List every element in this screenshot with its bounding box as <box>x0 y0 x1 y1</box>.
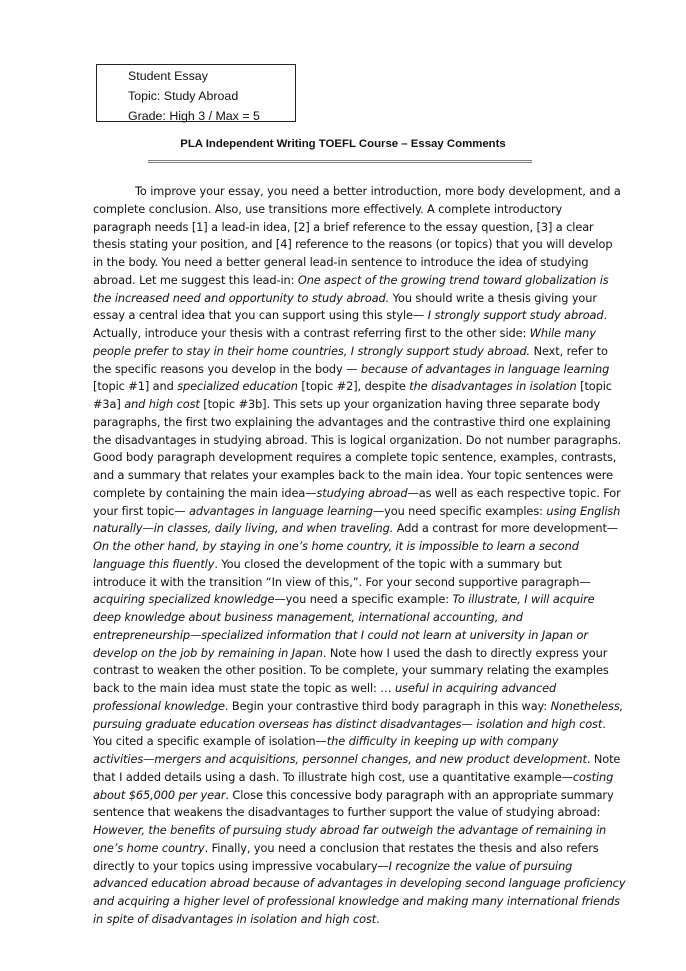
comment-text: paragraph needs [1] a lead-in idea, [2] a brief reference to the essay question, [3] a clear <box>93 219 594 234</box>
comment-text: complete by containing the main idea— <box>93 485 317 500</box>
comment-text: . <box>376 911 380 926</box>
text-line <box>93 574 638 592</box>
italic-example-text: professional knowledge <box>93 698 225 713</box>
topic-label: Topic: Study Abroad <box>128 89 239 103</box>
italic-example-text: advanced education abroad because of advantages in developing second language proficiency <box>93 876 626 891</box>
italic-example-text: in spite of disadvantages in isolation and high cost <box>93 911 377 926</box>
text-line <box>93 449 638 467</box>
text-line <box>93 219 638 237</box>
italic-example-text: people prefer to stay in their home countries, I strongly support study abroad. <box>93 343 531 358</box>
comment-text: . Close this concessive body paragraph with an appropriate summary <box>225 787 614 802</box>
comment-text: —as well as each respective topic. For <box>407 485 621 500</box>
italic-example-text: about $65,000 per year <box>93 787 226 802</box>
text-line <box>93 804 638 822</box>
title-divider <box>148 160 532 163</box>
text-line <box>93 485 638 503</box>
italic-example-text: deep knowledge about business management, international accounting, and <box>93 610 523 624</box>
page-title: PLA Independent Writing TOEFL Course – Essay Comments <box>180 138 506 150</box>
essay-comment-body <box>93 183 638 929</box>
text-line <box>93 627 638 645</box>
italic-example-text: However, the benefits of pursuing study abroad far outweigh the advantage of remaining in <box>93 823 607 837</box>
italic-example-text: naturally—in classes, daily living, and when traveling. <box>93 521 394 536</box>
italic-example-text: To illustrate, I will acquire <box>452 592 595 607</box>
text-line <box>93 201 638 219</box>
text-line <box>93 503 638 521</box>
text-line <box>93 875 638 893</box>
comment-text: your first topic— <box>93 503 190 518</box>
comment-text: [topic #3b]. This sets up your organization having three separate body <box>199 397 601 411</box>
italic-example-text: entrepreneurship—specialized information that I could not learn at university in Japan or <box>93 627 588 642</box>
italic-example-text: specialized education <box>177 379 298 394</box>
comment-text: . Finally, you need a conclusion that restates the thesis and also refers <box>204 840 599 855</box>
comment-text: introduce it with the transition “In view of this,”. For your second supportive paragraph— <box>93 574 591 589</box>
comment-text: . Begin your contrastive third body paragraph in this way: <box>224 698 551 713</box>
italic-example-text: I recognize the value of pursuing <box>388 858 573 873</box>
comment-text: . Note <box>586 752 621 766</box>
text-line <box>93 254 638 272</box>
italic-example-text: acquiring specialized knowledge <box>93 592 275 607</box>
text-line <box>93 698 638 716</box>
italic-example-text: activities—mergers and acquisitions, personnel changes, and new product development <box>93 752 587 766</box>
text-line <box>93 183 638 201</box>
text-line <box>93 361 638 379</box>
italic-example-text: using English <box>546 503 621 518</box>
text-line <box>93 751 638 769</box>
comment-text: complete conclusion. Also, use transitions more effectively. A complete introductory <box>93 201 563 216</box>
comment-text: Actually, introduce your thesis with a contrast referring first to the other side: <box>93 326 530 340</box>
comment-text: . <box>603 308 608 323</box>
comment-text: essay a central idea that you can support using this style— <box>93 308 428 323</box>
text-line <box>93 733 638 751</box>
comment-text: the disadvantages in studying abroad. This is logical organization. Do not number paragraphs. <box>93 432 622 447</box>
text-line <box>93 840 638 858</box>
italic-example-text: and acquiring a higher level of professional knowledge and making many international friends <box>93 894 620 908</box>
italic-example-text: pursuing graduate education overseas has distinct disadvantages— isolation and high cost <box>93 716 603 731</box>
comment-text: —you need a specific example: <box>274 592 453 607</box>
italic-example-text: the difficulty in keeping up with company <box>326 734 559 749</box>
italic-example-text: the increased need and opportunity to study abroad. <box>93 290 390 305</box>
comment-text: [topic #1] and <box>93 379 178 394</box>
text-line <box>93 307 638 325</box>
text-line <box>93 716 638 734</box>
italic-example-text: costing <box>572 769 614 784</box>
text-line <box>93 467 638 485</box>
text-line <box>93 911 638 929</box>
comment-text: You cited a specific example of isolation— <box>93 734 327 749</box>
italic-example-text: While many <box>529 326 596 340</box>
comment-text: Next, refer to <box>530 343 608 358</box>
comment-text: sentence that weakens the disadvantages to further support the value of studying abroad: <box>93 805 601 820</box>
comment-text: #3a] <box>93 397 125 411</box>
comment-text: —you need specific examples: <box>372 503 547 518</box>
comment-text: and a summary that relates your examples back to the main idea. Your topic sentences were <box>93 468 613 482</box>
text-line <box>93 378 638 396</box>
comment-text: back to the main idea must state the topic as well: … <box>93 681 395 695</box>
comment-text: directly to your topics using impressive vocabulary— <box>93 858 389 873</box>
comment-text: the specific reasons you develop in the body — <box>93 361 361 376</box>
comment-text: paragraphs, the first two explaining the advantages and the contrastive third one explaining <box>93 414 611 429</box>
text-line <box>93 556 638 574</box>
comment-text: thesis stating your position, and [4] reference to the reasons (or topics) that you will develop <box>93 237 613 252</box>
comment-text: . Note how I used the dash to directly express your <box>322 645 608 660</box>
text-line <box>93 680 638 698</box>
italic-example-text: I strongly support study abroad <box>427 308 604 323</box>
italic-example-text: develop on the job by remaining in Japan <box>93 645 323 660</box>
text-line <box>93 662 638 680</box>
text-line <box>93 769 638 787</box>
text-line <box>93 290 638 308</box>
comment-text: Good body paragraph development requires a complete topic sentence, examples, contrasts, <box>93 450 617 465</box>
comment-text: contrast to weaken the other position. To be complete, your summary relating the examples <box>93 663 609 678</box>
comment-text: To improve your essay, you need a better introduction, more body development, and a <box>135 184 621 198</box>
comment-text: that I added details using a dash. To illustrate high cost, use a quantitative example— <box>93 769 573 784</box>
comment-text: Add a contrast for more development— <box>393 521 619 536</box>
italic-example-text: Nonetheless, <box>550 698 624 713</box>
text-line <box>93 609 638 627</box>
text-line <box>93 432 638 450</box>
comment-text: abroad. Let me suggest this lead-in: <box>93 272 298 287</box>
comment-text: [topic #2], despite <box>297 379 410 394</box>
text-line <box>93 236 638 254</box>
essay-info-box <box>96 64 296 122</box>
text-line <box>93 396 638 414</box>
italic-example-text: one’s home country <box>93 840 205 855</box>
text-line <box>93 520 638 538</box>
italic-example-text: advantages in language learning <box>189 503 373 518</box>
text-line <box>93 858 638 876</box>
italic-example-text: language this fluently <box>93 556 215 571</box>
italic-example-text: because of advantages in language learning <box>360 361 610 376</box>
comment-text: [topic <box>576 379 612 394</box>
text-line <box>93 787 638 805</box>
text-line <box>93 414 638 432</box>
comment-text: . <box>602 716 606 731</box>
comment-text: You should write a thesis giving your <box>389 290 597 305</box>
text-line <box>93 272 638 290</box>
text-line <box>93 893 638 911</box>
italic-example-text: the disadvantages in isolation <box>409 379 577 394</box>
student-essay-label: Student Essay <box>128 69 208 83</box>
comment-text: in the body. You need a better general lead-in sentence to introduce the idea of studying <box>93 255 589 269</box>
text-line <box>93 538 638 556</box>
text-line <box>93 822 638 840</box>
italic-example-text: On the other hand, by staying in one’s home country, it is impossible to learn a second <box>93 539 579 553</box>
text-line <box>93 343 638 361</box>
italic-example-text: studying abroad <box>316 485 408 500</box>
comment-text: . You closed the development of the topic with a summary but <box>214 556 562 571</box>
text-line <box>93 325 638 343</box>
text-line <box>93 591 638 609</box>
italic-example-text: One aspect of the growing trend toward globalization is <box>297 272 609 287</box>
italic-example-text: and high cost <box>124 397 200 411</box>
italic-example-text: useful in acquiring advanced <box>394 681 557 695</box>
text-line <box>93 645 638 663</box>
grade-label: Grade: High 3 / Max = 5 <box>128 109 260 123</box>
